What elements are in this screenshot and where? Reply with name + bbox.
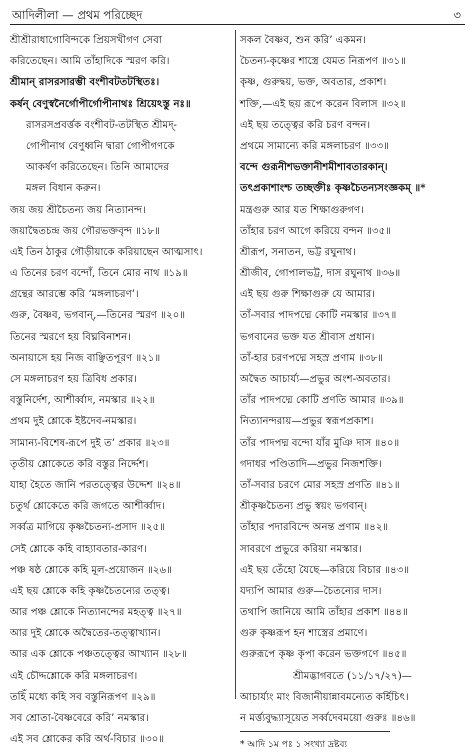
verse-line: মন্ত্রগুরু আর যত শিক্ষাগুরুগণ। (240, 204, 364, 216)
column-divider (235, 30, 236, 699)
verse-line: তাঁ-হার চরণপদ্মে সহস্র প্রণাম ॥৩৮॥ (240, 352, 384, 364)
text-line: শ্রীশ্রীরাধাগোবিন্দকে প্রিয়সখীগণ সেবা (10, 35, 162, 46)
chapter-title: আদিলীলা — প্রথম পরিচ্ছেদ (12, 8, 143, 22)
verse-line: গ্রন্থের আরম্ভে করি ‘মঙ্গলাচরণ’। (10, 289, 139, 301)
footnote: * আদি ১ম পঃ ১ সংখ্যা দ্রষ্টব্য (240, 740, 347, 751)
sanskrit-verse-line: আচার্য্যং মাং বিজানীয়ান্নাবমন্যেত কর্হিচিৎ। (240, 691, 409, 703)
verse-line: শক্তি,—এই ছয় রূপে করেন বিলাস ॥৩২॥ (240, 98, 406, 110)
verse-line: এই ছয় তত্ত্বের করি চরণ বন্দন। (240, 119, 371, 131)
sanskrit-verse-line: তৎপ্রকাশাংশ্চ তচ্ছক্তীঃ কৃষ্ণচৈতন্যসংজ্ঞকম্ ॥* (240, 182, 426, 195)
verse-line: আর দুই শ্লোকে অদ্বৈতের-তত্ত্বাখ্যান। (10, 628, 161, 640)
verse-line: তাঁর পাদপদ্ম বন্দো যাঁর মুঞি দাস ॥৪০॥ (240, 437, 400, 449)
right-column (240, 30, 465, 751)
text-line: রাসরসপ্রবর্ত্তক বংশীবট-তটস্থিত শ্রীমদ্- (26, 119, 177, 131)
verse-line: তাঁ-সবার পাদপদ্মে কোটি নমস্কার ॥৩৭॥ (240, 310, 397, 322)
verse-line: জয় জয় শ্রীচৈতন্য জয় নিত্যানন্দ। (10, 204, 146, 216)
verse-line: অদ্বৈত আচার্য্য—প্রভুর অংশ-অবতার। (240, 374, 391, 385)
verse-line: সর্ব্বত্র মাগিয়ে কৃষ্ণচৈতন্য-প্রসাদ ॥২৫॥ (10, 522, 165, 534)
text-line: মঙ্গল বিধান করুন। (26, 183, 101, 195)
verse-line: নিত্যানন্দরায়—প্রভুর স্বরূপপ্রকাশ। (240, 416, 374, 428)
verse-line: এ তিনের চরণ বন্দোঁ, তিনে মোর নাথ ॥১৯॥ (10, 268, 188, 280)
left-column (10, 30, 232, 746)
verse-line: তাঁর পাদপদ্মে কোটি প্রণতি আমার ॥৩৯॥ (240, 395, 404, 407)
verse-line: তাঁ-সবার চরণে মোর সহস্র প্রণতি ॥৪১॥ (240, 479, 400, 491)
verse-line: তহিঁ মধ্যে কহি সব বস্তুনিরূপণ ॥২৯॥ (10, 691, 156, 703)
sanskrit-verse-line: কর্ষন্ বেণুস্বনৈর্গোপীর্গোপীনাথঃ শ্রিয়েঽস্তু নঃ॥ (10, 97, 191, 110)
verse-line: এই সব শ্লোকের করি অর্থ-বিচার ॥৩০॥ (10, 734, 165, 746)
page-number: ৩ (453, 8, 461, 22)
verse-line: তিনের স্মরণে হয় বিঘ্নবিনাশন। (10, 331, 132, 343)
verse-line: আর এক শ্লোকে পঞ্চতত্ত্বের আখ্যান ॥২৮॥ (10, 649, 187, 661)
verse-line: শ্রীকৃষ্ণচৈতন্য প্রভু স্বয়ং ভগবান্। (240, 501, 368, 513)
verse-line: ভগবানের ভক্ত যত শ্রীবাস প্রধান। (240, 331, 375, 343)
verse-line: জয়াদ্বৈতচন্দ্র জয় গৌরভক্তবৃন্দ ॥১৮॥ (10, 225, 161, 237)
verse-line: আর পঞ্চ শ্লোকে নিত্যানন্দের মহত্ত্ব ॥২৭॥ (10, 607, 182, 619)
verse-line: শ্রীরূপ, সনাতন, ভট্ট রঘুনাথ। (240, 246, 356, 258)
verse-line: গুরুরূপে কৃষ্ণ কৃপা করেন ভক্তগণে ॥৪৫॥ (240, 649, 407, 661)
verse-line: শ্রীজীব, গোপালভট্ট, দাস রঘুনাথ ॥৩৬॥ (240, 268, 401, 280)
verse-line: গুরু কৃষ্ণরূপ হন শাস্ত্রের প্রমাণে। (240, 628, 368, 640)
verse-line: সকল বৈষ্ণব, শুন করি’ একমন। (240, 35, 366, 46)
citation-line: শ্রীমদ্ভাগবতে (১১/১৭/২৭)— (293, 670, 412, 682)
verse-line: প্রথমে সামান্যে করি মঙ্গলাচরণ ॥৩৩॥ (240, 140, 389, 152)
verse-line: সেই শ্লোকে কহি বাহ্যাবতার-কারণ। (10, 543, 147, 555)
verse-line: বস্তুনির্দেশ, আশীর্ব্বাদ, নমস্কার ॥২২॥ (10, 395, 155, 407)
verse-line: গুরু, বৈষ্ণব, ভগবান্,—তিনের স্মরণ ॥২০॥ (10, 310, 186, 322)
verse-line: তথাপি জানিয়ে আমি তাঁহার প্রকাশ ॥৪৪॥ (240, 607, 408, 619)
verse-line: এই চৌদ্দশ্লোকে করি মঙ্গলাচরণ। (10, 670, 138, 682)
text-line: করিতেছেন। আমি তাঁহাদিকে স্মরণ করি। (10, 56, 170, 68)
sanskrit-verse-line: শ্রীমান্ রাসরসারম্ভী বংশীবটতটস্থিতঃ। (10, 76, 160, 89)
verse-line: যদ্যপি আমার গুরু—চৈতন্যের দাস। (240, 585, 382, 597)
verse-line: চতুর্থ শ্লোকেতে করি জগতে আশীর্ব্বাদ। (10, 501, 165, 513)
sanskrit-verse-line: ন মর্ত্ত্যবুদ্ধ্যাসূয়েত সর্ব্বদেবময়ো গুরুঃ ॥৪৬॥ (240, 713, 416, 724)
verse-line: চৈতন্য-কৃষ্ণের শাস্ত্রে যেমত নিরূপণ ॥৩১॥ (240, 56, 407, 68)
verse-line: তৃতীয় শ্লোকেতে করি বস্তুর নির্দ্দেশ। (10, 458, 149, 470)
verse-line: প্রথম দুই শ্লোকে ইষ্টদেব-নমস্কার। (10, 416, 137, 428)
verse-line: সাবরণে প্রভুরে করিয়া নমস্কার। (240, 543, 362, 555)
verse-line: এই ছয় তেঁহো যৈছে—করিয়ে বিচার ॥৪৩॥ (240, 564, 410, 576)
verse-line: এই ছয় শ্লোকে কহি কৃষ্ণচৈতন্যের তত্ত্ব। (10, 585, 171, 597)
verse-line: অনায়াসে হয় নিজ বাঞ্ছিতপূরণ ॥২১॥ (10, 352, 161, 364)
page-header (10, 6, 465, 25)
text-line: গোপীনাথ বেণুধ্বনি দ্বারা গোপীগণকে (26, 140, 175, 152)
sanskrit-verse-line: বন্দে গুরূনীশভক্তানীশমীশাবতারকান্। (240, 161, 388, 174)
verse-line: সে মঙ্গলাচরণ হয় ত্রিবিধ প্রকার। (10, 374, 138, 385)
verse-line: যাহা হৈতে জানি পরতত্ত্বের উদ্দেশ ॥২৪॥ (10, 479, 181, 491)
footnote-rule (240, 731, 390, 732)
verse-line: এই তিন ঠাকুর গৌড়ীয়াকে করিয়াছেন আত্মসাৎ। (10, 246, 203, 258)
verse-line: কৃষ্ণ, গুরুদ্বয়, ভক্ত, অবতার, প্রকাশ। (240, 77, 387, 89)
verse-line: তাঁহার চরণ আগে করিয়ে বন্দন ॥৩৫॥ (240, 225, 392, 237)
verse-line: গদাধর পণ্ডিতাদি—প্রভুর নিজশক্তি। (240, 458, 382, 470)
verse-line: তাঁহার পদারবিন্দে অনন্ত প্রণাম ॥৪২॥ (240, 522, 389, 534)
text-line: আকর্ষণ করিতেছেন। তিনি আমাদের (26, 162, 169, 174)
verse-line: সামান্য-বিশেষ-রূপে দুই ত’ প্রকার ॥২৩॥ (10, 437, 170, 449)
verse-line: এই ছয় গুরু শিক্ষাগুরু যে আমার। (240, 289, 376, 301)
verse-line: সব শ্রোতা-বৈষ্ণবেরে করি’ নমস্কার। (10, 713, 149, 724)
text-columns (10, 30, 465, 751)
verse-line: পঞ্চ ষষ্ঠ শ্লোকে কহি মূল-প্রয়োজন ॥২৬॥ (10, 564, 172, 576)
